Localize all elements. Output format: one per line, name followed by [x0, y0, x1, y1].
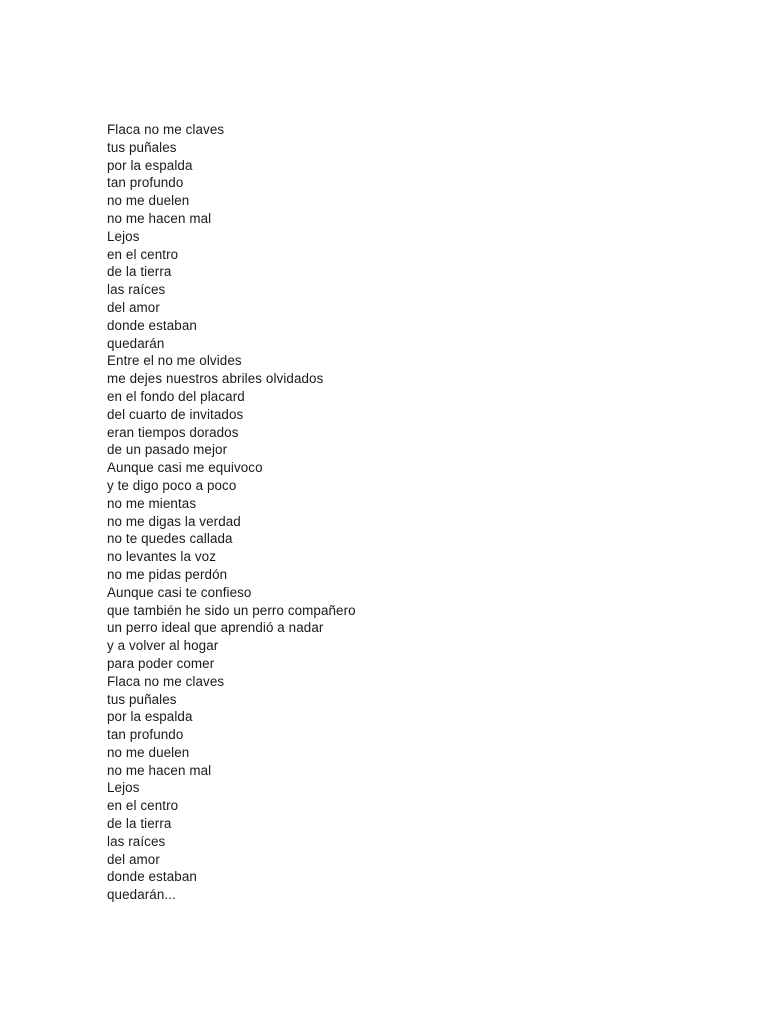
- lyric-line: del amor: [107, 851, 160, 867]
- lyric-line: en el fondo del placard: [107, 388, 245, 404]
- lyric-line: tus puñales: [107, 139, 177, 155]
- lyric-line: quedarán...: [107, 887, 176, 903]
- lyric-line: en el centro: [107, 246, 179, 262]
- lyric-line: eran tiempos dorados: [107, 424, 239, 440]
- lyric-line: me dejes nuestros abriles olvidados: [107, 371, 324, 387]
- lyric-line: no me mientas: [107, 495, 197, 511]
- lyric-line: Aunque casi te confieso: [107, 584, 252, 600]
- lyric-line: no me digas la verdad: [107, 513, 241, 529]
- lyric-line: Flaca no me claves: [107, 673, 225, 689]
- lyric-line: no me hacen mal: [107, 210, 212, 226]
- lyric-line: donde estaban: [107, 317, 197, 333]
- lyric-line: y a volver al hogar: [107, 638, 219, 654]
- lyric-line: de un pasado mejor: [107, 442, 228, 458]
- lyric-line: por la espalda: [107, 709, 193, 725]
- lyric-line: no me duelen: [107, 193, 190, 209]
- lyric-line: Aunque casi me equivoco: [107, 460, 263, 476]
- lyric-line: en el centro: [107, 798, 179, 814]
- lyric-line: Lejos: [107, 780, 140, 796]
- lyric-line: de la tierra: [107, 816, 172, 832]
- lyric-line: Lejos: [107, 228, 140, 244]
- lyric-line: Flaca no me claves: [107, 122, 225, 137]
- lyric-line: tan profundo: [107, 175, 184, 191]
- lyric-line: por la espalda: [107, 157, 193, 173]
- lyric-line: y te digo poco a poco: [107, 477, 237, 493]
- lyric-line: no me pidas perdón: [107, 566, 228, 582]
- lyric-line: no me hacen mal: [107, 762, 212, 778]
- lyric-line: quedarán: [107, 335, 165, 351]
- lyric-line: que también he sido un perro compañero: [107, 602, 356, 618]
- lyric-line: un perro ideal que aprendió a nadar: [107, 620, 324, 636]
- lyric-line: para poder comer: [107, 655, 215, 671]
- lyric-line: tus puñales: [107, 691, 177, 707]
- lyric-line: donde estaban: [107, 869, 197, 885]
- lyric-line: de la tierra: [107, 264, 172, 280]
- lyric-line: no levantes la voz: [107, 549, 216, 565]
- lyric-line: no me duelen: [107, 744, 190, 760]
- lyric-line: tan profundo: [107, 727, 184, 743]
- lyric-line: las raíces: [107, 282, 166, 298]
- lyric-line: del cuarto de invitados: [107, 406, 244, 422]
- lyric-line: del amor: [107, 299, 160, 315]
- lyric-line: no te quedes callada: [107, 531, 233, 547]
- lyric-line: Entre el no me olvides: [107, 353, 242, 369]
- lyric-line: las raíces: [107, 833, 166, 849]
- lyrics-text: [107, 121, 356, 904]
